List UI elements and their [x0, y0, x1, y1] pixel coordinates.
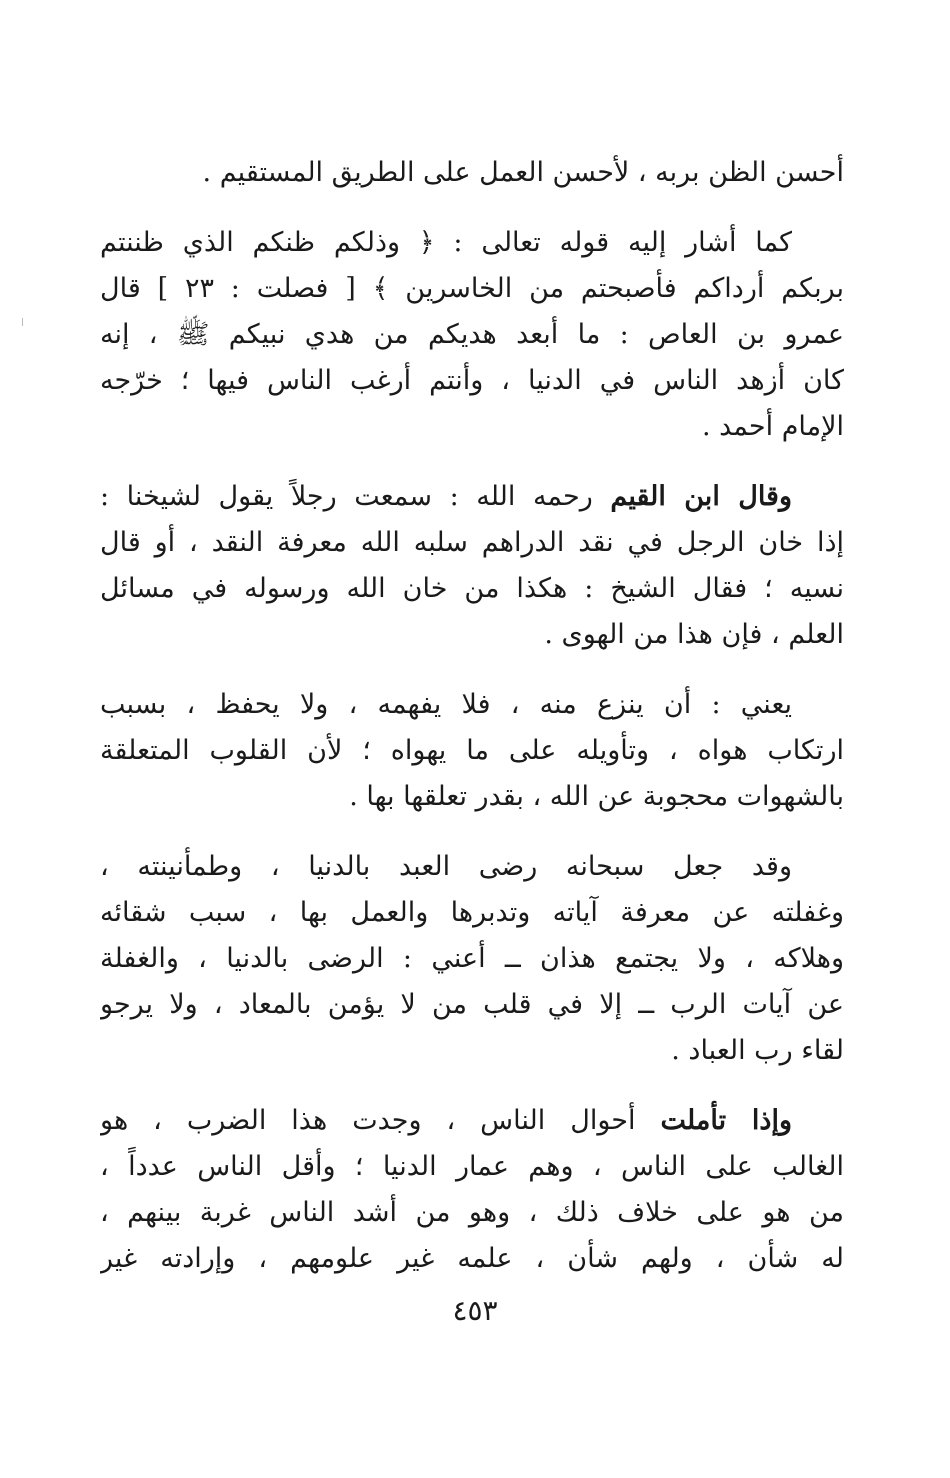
- text-line: كما أشار إليه قوله تعالى : ﴿ وذلكم ظنكم الذي ظننتم: [100, 227, 792, 258]
- text-line: وغفلته عن معرفة آياته وتدبرها والعمل بها ، سبب شقائه: [100, 897, 844, 928]
- page-number: ٤٥٣: [452, 1294, 498, 1327]
- page-body: [100, 150, 844, 1282]
- text-line: عمرو بن العاص : ما أبعد هديكم من هدي نبيكم ﷺ ، إنه: [100, 319, 844, 350]
- paragraph-2: [100, 220, 844, 450]
- text-line: الغالب على الناس ، وهم عمار الدنيا ؛ وأقل الناس عدداً ،: [100, 1151, 844, 1182]
- paragraph-4: [100, 682, 844, 820]
- paragraph-3: [100, 474, 844, 658]
- text-line: لقاء رب العباد .: [671, 1035, 844, 1066]
- text-line: العلم ، فإن هذا من الهوى .: [544, 619, 844, 650]
- lead-phrase: وقال ابن القيم: [610, 481, 793, 512]
- text-run: أحوال الناس ، وجدت هذا الضرب ، هو: [100, 1105, 661, 1136]
- paragraph-6: [100, 1098, 844, 1282]
- text-line: وهلاكه ، ولا يجتمع هذان ــ أعني : الرضى بالدنيا ، والغفلة: [100, 943, 844, 974]
- text-line: نسيه ؛ فقال الشيخ : هكذا من خان الله ورسوله في مسائل: [100, 573, 844, 604]
- text-line: بربكم أرداكم فأصبحتم من الخاسرين ﴾ [ فصلت : ٢٣ ] قال: [100, 273, 844, 304]
- lead-phrase: وإذا تأملت: [660, 1105, 792, 1136]
- text-line: إذا خان الرجل في نقد الدراهم سلبه الله معرفة النقد ، أو قال: [100, 527, 844, 558]
- text-line: الإمام أحمد .: [701, 411, 844, 442]
- scan-margin-mark: [22, 318, 23, 326]
- text-line: ارتكاب هواه ، وتأويله على ما يهواه ؛ لأن القلوب المتعلقة: [100, 735, 844, 766]
- text-line: من هو على خلاف ذلك ، وهو من أشد الناس غربة بينهم ،: [100, 1197, 844, 1228]
- text-line: عن آيات الرب ــ إلا في قلب من لا يؤمن بالمعاد ، ولا يرجو: [100, 989, 844, 1020]
- text-line: أحسن الظن بربه ، لأحسن العمل على الطريق المستقيم .: [202, 157, 844, 188]
- paragraph-1: [100, 150, 844, 196]
- text-line: كان أزهد الناس في الدنيا ، وأنتم أرغب الناس فيها ؛ خرّجه: [100, 365, 844, 396]
- text-run: رحمه الله : سمعت رجلاً يقول لشيخنا :: [100, 481, 611, 512]
- paragraph-5: [100, 844, 844, 1074]
- text-line: بالشهوات محجوبة عن الله ، بقدر تعلقها بها .: [349, 781, 844, 812]
- text-line: [100, 1098, 844, 1144]
- text-line: وقد جعل سبحانه رضى العبد بالدنيا ، وطمأنينته ،: [100, 851, 792, 882]
- text-line: له شأن ، ولهم شأن ، علمه غير علومهم ، وإرادته غير: [100, 1243, 844, 1274]
- text-line: [100, 474, 844, 520]
- text-line: يعني : أن ينزع منه ، فلا يفهمه ، ولا يحفظ ، بسبب: [100, 689, 792, 720]
